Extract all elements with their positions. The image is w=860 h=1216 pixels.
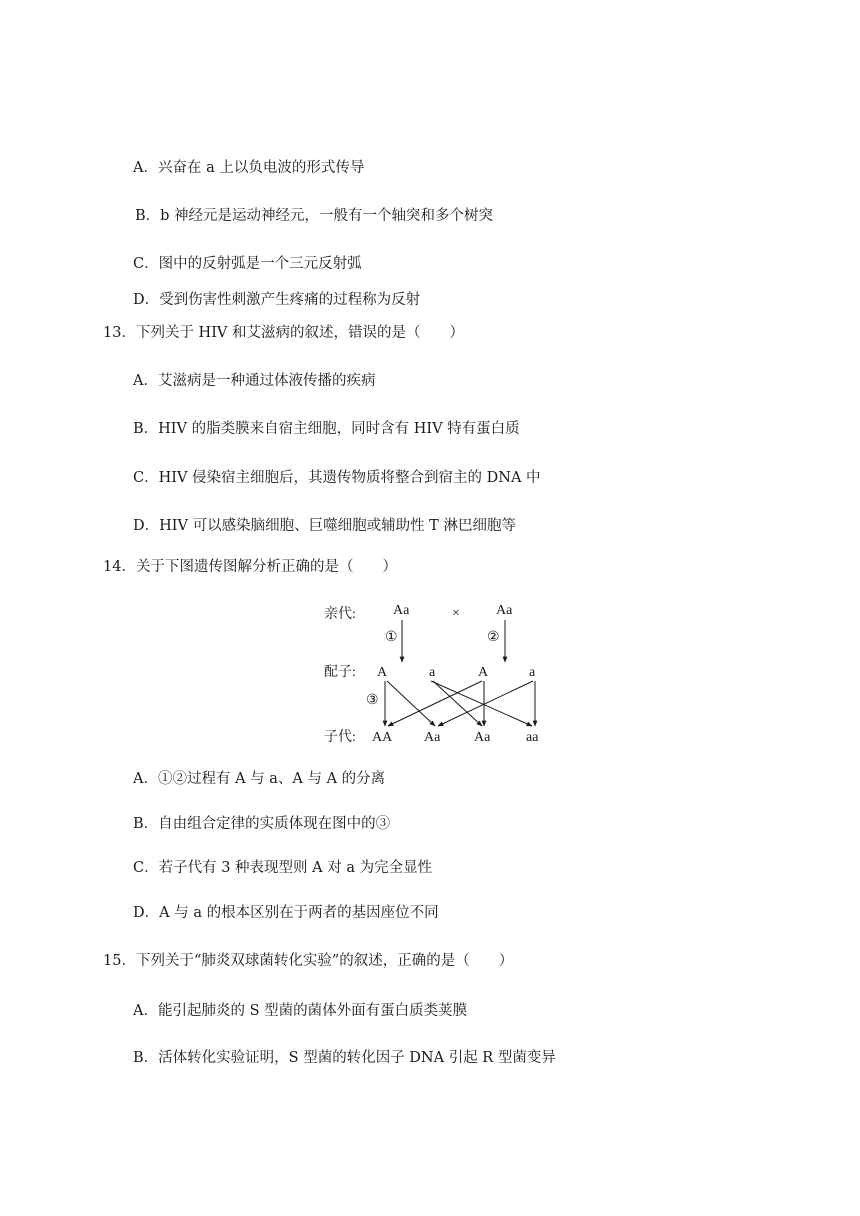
q15-option-a: A．能引起肺炎的 S 型菌的菌体外面有蛋白质类荚膜 xyxy=(133,1003,468,1019)
q14-option-a: A．①②过程有 A 与 a、A 与 A 的分离 xyxy=(133,771,386,787)
q13-stem: 13．下列关于 HIV 和艾滋病的叙述，错误的是（ ） xyxy=(103,325,465,341)
q12-option-c: C．图中的反射弧是一个三元反射弧 xyxy=(133,256,362,272)
gamete-2: a xyxy=(429,665,436,680)
q15-stem: 15．下列关于“肺炎双球菌转化实验”的叙述，正确的是（ ） xyxy=(103,953,514,969)
gamete-3: A xyxy=(478,665,489,680)
q12-option-a: A．兴奋在 a 上以负电波的形式传导 xyxy=(133,160,365,176)
cross-line-2 xyxy=(387,681,435,726)
step-3-label: ③ xyxy=(366,693,379,708)
row-label-gamete: 配子: xyxy=(324,665,356,680)
parent-2: Aa xyxy=(496,603,513,618)
genetic-cross-diagram xyxy=(300,592,560,752)
step-1-label: ① xyxy=(385,630,398,645)
cross-line-5 xyxy=(388,681,482,726)
q13-option-a: A．艾滋病是一种通过体液传播的疾病 xyxy=(133,373,376,389)
row-label-offspring: 子代: xyxy=(324,730,356,745)
offspring-3: Aa xyxy=(474,730,491,745)
cross-line-4 xyxy=(431,681,532,726)
q12-option-d: D．受到伤害性刺激产生疼痛的过程称为反射 xyxy=(133,292,421,308)
parent-1: Aa xyxy=(393,603,410,618)
q13-option-d: D．HIV 可以感染脑细胞、巨噬细胞或辅助性 T 淋巴细胞等 xyxy=(133,518,516,534)
offspring-4: aa xyxy=(526,730,539,745)
q12-option-b: B．b 神经元是运动神经元，一般有一个轴突和多个树突 xyxy=(135,208,494,224)
q15-option-b: B．活体转化实验证明，S 型菌的转化因子 DNA 引起 R 型菌变异 xyxy=(133,1050,556,1066)
cross-line-7 xyxy=(438,681,533,726)
q14-option-c: C．若子代有 3 种表现型则 A 对 a 为完全显性 xyxy=(133,860,433,876)
q14-stem: 14．关于下图遗传图解分析正确的是（ ） xyxy=(103,559,397,575)
q14-option-d: D．A 与 a 的根本区别在于两者的基因座位不同 xyxy=(133,905,439,921)
cross-symbol: × xyxy=(452,606,460,621)
q13-option-b: B．HIV 的脂类膜来自宿主细胞，同时含有 HIV 特有蛋白质 xyxy=(133,421,520,437)
q13-option-c: C．HIV 侵染宿主细胞后，其遗传物质将整合到宿主的 DNA 中 xyxy=(133,470,541,486)
gamete-1: A xyxy=(377,665,388,680)
row-label-parent: 亲代: xyxy=(324,607,356,622)
step-2-label: ② xyxy=(487,630,500,645)
cross-line-3 xyxy=(433,681,482,726)
offspring-2: Aa xyxy=(424,730,441,745)
q14-option-b: B．自由组合定律的实质体现在图中的③ xyxy=(133,816,391,832)
gamete-4: a xyxy=(529,665,536,680)
offspring-1: AA xyxy=(372,730,393,745)
